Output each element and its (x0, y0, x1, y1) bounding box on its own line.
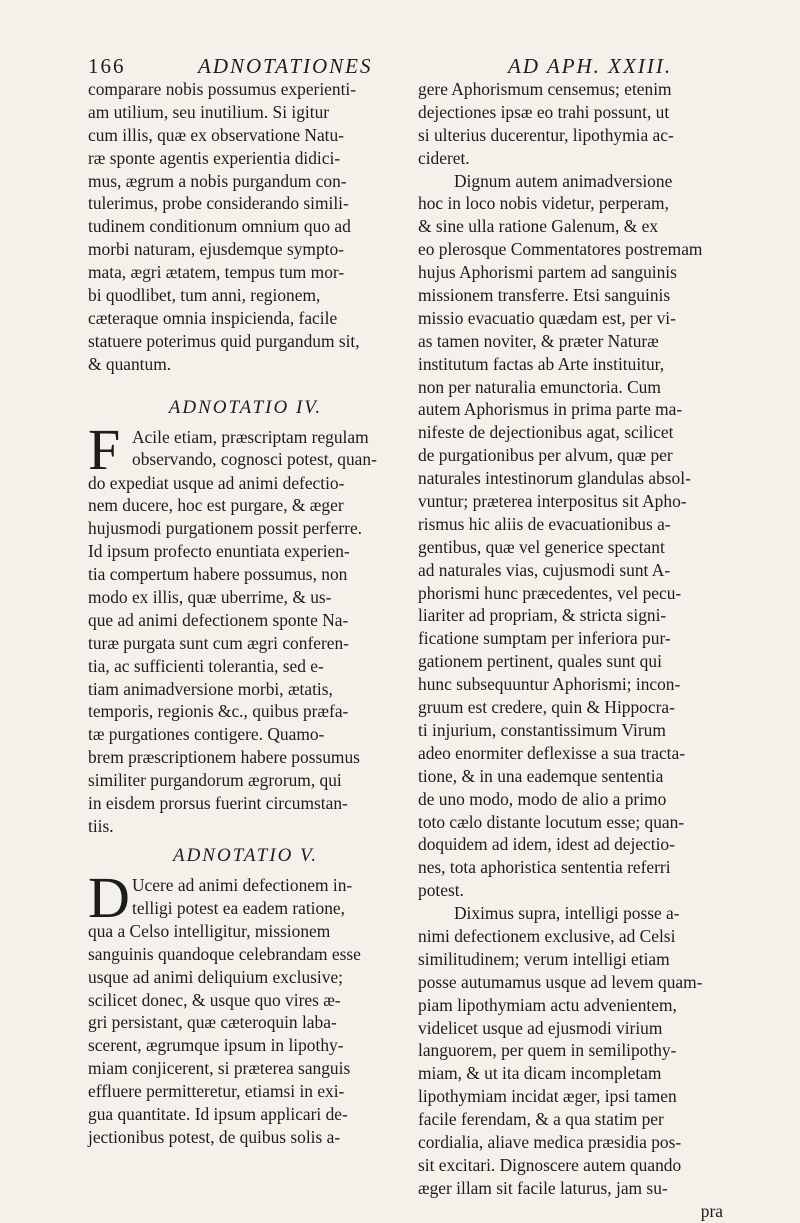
paragraph-dignum (418, 170, 733, 903)
text-line: gua quantitate. Id ipsum applicari de- (88, 1103, 348, 1124)
text-line: de purgationibus per alvum, quæ per (418, 445, 673, 466)
text-line: hoc in loco nobis videtur, perperam, (418, 193, 669, 214)
text-line: gere Aphorismum censemus; etenim (418, 79, 672, 99)
text-line: am utilium, seu inutilium. Si igitur (88, 101, 330, 122)
text-line: tione, & in una eademque sententia (418, 765, 664, 786)
text-line: ad naturales vias, cujusmodi sunt A- (418, 559, 671, 580)
text-line: miam, & ut ita dicam incompletam (418, 1063, 662, 1084)
text-line: vuntur; præterea interpositus sit Apho- (418, 491, 687, 512)
text-line: jectionibus potest, de quibus solis a- (88, 1126, 341, 1147)
text-line: observando, cognosci potest, quan- (132, 449, 377, 470)
text-line: telligi potest ea eadem ratione, (132, 897, 345, 918)
text-line: cordialia, aliave medica præsidia pos- (418, 1131, 682, 1152)
text-line: Id ipsum profecto enuntiata experien- (88, 541, 350, 562)
text-line: as tamen noviter, & præter Naturæ (418, 330, 659, 351)
text-line: miam conjicerent, si præterea sanguis (88, 1058, 351, 1079)
text-line: Diximus supra, intelligi posse a- (454, 903, 680, 924)
text-line: rismus hic aliis de evacuationibus a- (418, 513, 671, 534)
text-line: tia compertum habere possumus, non (88, 564, 348, 585)
text-line: usque ad animi deliquium exclusive; (88, 966, 344, 987)
text-line: doquidem ad idem, idest ad dejectio- (418, 834, 675, 855)
text-line: tulerimus, probe considerando simili- (88, 193, 349, 214)
running-head-left: ADNOTATIONES (198, 54, 373, 78)
section-iv-body (88, 416, 403, 838)
text-line: autem Aphorismus in prima parte ma- (418, 399, 683, 420)
text-line: gri persistant, quæ cæteroquin laba- (88, 1012, 337, 1033)
text-line: Dignum autem animadversione (454, 170, 673, 191)
text-line: in eisdem prorsus fuerint circumstan- (88, 793, 348, 814)
text-line: gentibus, quæ vel generice spectant (418, 536, 665, 557)
text-line: tæ purgationes contigere. Quamo- (88, 724, 325, 745)
text-line: bi quodlibet, tum anni, regionem, (88, 285, 321, 306)
text-line: hujusmodi purgationem possit perferre. (88, 518, 363, 539)
text-line: de uno modo, modo de alio a primo (418, 788, 667, 809)
right-column (418, 78, 733, 1223)
text-line: languorem, per quem in semilipothy- (418, 1040, 677, 1061)
drop-cap-f: F (88, 416, 121, 482)
text-line: si ulterius ducerentur, lipothymia ac- (418, 124, 674, 145)
text-line: tia, ac sufficienti tolerantia, sed e- (88, 655, 324, 676)
section-title-iv: ADNOTATIO IV. (168, 396, 323, 418)
text-line: facile ferendam, & a qua statim per (418, 1109, 664, 1130)
text-line: Ucere ad animi defectionem in- (132, 874, 353, 895)
text-line: sanguinis quandoque celebrandam esse (88, 943, 361, 964)
text-line: cum illis, quæ ex observatione Natu- (88, 124, 344, 145)
text-line: hunc subsequuntur Aphorismi; incon- (418, 674, 681, 695)
text-line: do expediat usque ad animi defectio- (88, 472, 345, 493)
section-title-v: ADNOTATIO V. (172, 844, 319, 866)
text-line: similiter purgandorum ægrorum, qui (88, 770, 342, 791)
text-line: modo ex illis, quæ uberrime, & us- (88, 587, 332, 608)
text-line: missio evacuatio quædam est, per vi- (418, 307, 676, 328)
text-line: æger illam sit facile laturus, jam su- (418, 1177, 668, 1198)
paragraph-continued (418, 78, 733, 170)
text-line: comparare nobis possumus experienti- (88, 79, 357, 99)
intro-paragraph (88, 78, 403, 376)
text-line: tudinem conditionum omnium quo ad (88, 216, 351, 237)
text-line: scerent, ægrumque ipsum in lipothy- (88, 1035, 344, 1056)
text-line: videlicet usque ad ejusmodi virium (418, 1017, 663, 1038)
text-line: temporis, regionis &c., quibus præfa- (88, 701, 349, 722)
text-line: lipothymiam incidat æger, ipsi tamen (418, 1086, 677, 1107)
text-line: ræ sponte agentis experientia didici- (88, 147, 341, 168)
page-number: 166 (88, 54, 126, 78)
text-line: mus, ægrum a nobis purgandum con- (88, 170, 347, 191)
text-line: statuere poterimus quid purgandum sit, (88, 330, 360, 351)
text-line: qua a Celso intelligitur, missionem (88, 920, 331, 941)
text-line: institutum factas ab Arte instituitur, (418, 353, 665, 374)
drop-cap-d: D (88, 864, 130, 930)
text-line: non per naturalia emunctoria. Cum (418, 376, 661, 397)
text-line: eo plerosque Commentatores postremam (418, 239, 703, 260)
running-head-right: AD APH. XXIII. (508, 54, 673, 78)
text-line: cideret. (418, 147, 470, 168)
text-line: & sine ulla ratione Galenum, & ex (418, 216, 659, 237)
text-line: scilicet donec, & usque quo vires æ- (88, 989, 341, 1010)
text-line: nes, tota aphoristica sententia referri (418, 857, 671, 878)
text-line: morbi naturam, ejusdemque sympto- (88, 239, 344, 260)
text-line: potest. (418, 880, 464, 901)
section-v-body (88, 864, 403, 1149)
text-line: & quantum. (88, 353, 172, 374)
text-line: mata, ægri ætatem, tempus tum mor- (88, 262, 345, 283)
text-line: hujus Aphorismi partem ad sanguinis (418, 262, 677, 283)
text-line: liariter ad propriam, & stricta signi- (418, 605, 667, 626)
catchword: pra (700, 1200, 723, 1221)
text-line: Acile etiam, præscriptam regulam (132, 426, 369, 447)
text-line: naturales intestinorum glandulas absol- (418, 468, 691, 489)
text-line: piam lipothymiam actu advenientem, (418, 994, 677, 1015)
paragraph-diximus (418, 902, 733, 1200)
text-line: gationem pertinent, quales sunt qui (418, 651, 662, 672)
text-line: similitudinem; verum intelligi etiam (418, 948, 670, 969)
left-column (88, 78, 403, 1149)
text-line: effluere permitteretur, etiamsi in exi- (88, 1081, 345, 1102)
text-line: phorismi hunc præcedentes, vel pecu- (418, 582, 682, 603)
text-line: missionem transferre. Etsi sanguinis (418, 285, 671, 306)
text-line: tiis. (88, 815, 114, 836)
text-line: posse autumamus usque ad levem quam- (418, 971, 703, 992)
text-line: toto cælo distante locutum esse; quan- (418, 811, 685, 832)
text-line: sit excitari. Dignoscere autem quando (418, 1154, 682, 1175)
text-line: tiam animadversione morbi, ætatis, (88, 678, 333, 699)
text-line: nem ducere, hoc est purgare, & æger (88, 495, 344, 516)
text-line: gruum est credere, quin & Hippocra- (418, 697, 675, 718)
text-line: turæ purgata sunt cum ægri conferen- (88, 632, 349, 653)
text-line: ficatione sumptam per inferiora pur- (418, 628, 671, 649)
text-line: que ad animi defectionem sponte Na- (88, 609, 349, 630)
text-line: dejectiones ipsæ eo trahi possunt, ut (418, 101, 670, 122)
text-line: cæteraque omnia inspicienda, facile (88, 307, 338, 328)
text-line: brem præscriptionem habere possumus (88, 747, 360, 768)
text-line: nimi defectionem exclusive, ad Celsi (418, 925, 676, 946)
text-line: adeo enormiter deflexisse a sua tracta- (418, 742, 686, 763)
text-line: nifeste de dejectionibus agat, scilicet (418, 422, 674, 443)
text-line: ti injurium, constantissimum Virum (418, 719, 666, 740)
